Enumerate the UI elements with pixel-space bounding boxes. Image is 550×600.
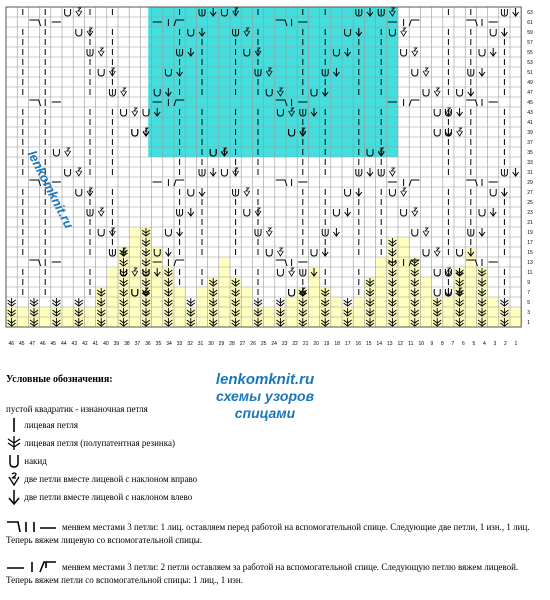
cable-cross xyxy=(466,99,498,106)
yarn-over xyxy=(76,189,82,196)
brand-subtitle-2: спицами xyxy=(234,405,296,421)
col-label: 1 xyxy=(514,341,518,347)
col-label: 2 xyxy=(504,341,507,347)
yarn-over xyxy=(345,189,351,196)
legend-cable-2-text: меняем местами 3 петли: 2 петли оставляем за работой на вспомогательной спице. Следующую петлю вяжем лицевой. Теперь вяжем петли со вспомогательной спицы: 1 лиц., 1 изн. xyxy=(6,562,519,585)
k2tog-left xyxy=(479,68,485,76)
yarn-over xyxy=(434,129,440,136)
row-label: 5 xyxy=(527,300,530,306)
col-label: 41 xyxy=(92,341,99,347)
cyan-region xyxy=(148,7,398,157)
row-label: 59 xyxy=(527,30,533,36)
k2tog-right-icon xyxy=(6,471,22,487)
yarn-over xyxy=(423,249,429,256)
col-label: 26 xyxy=(250,341,256,347)
legend-knit-text: лицевая петля xyxy=(24,420,79,430)
yarn-over xyxy=(289,289,295,296)
cable-left-cross-icon xyxy=(6,519,58,533)
yarn-over xyxy=(132,129,138,136)
k2tog-right xyxy=(412,48,418,56)
k2tog-left xyxy=(501,28,507,36)
col-label: 5 xyxy=(472,341,476,347)
k2tog-right xyxy=(98,208,104,216)
k2tog-left xyxy=(513,8,519,16)
col-label: 15 xyxy=(365,341,372,347)
k2tog-right xyxy=(401,28,407,36)
legend-k2tog-left-text: две петли вместе лицевой с наклоном влево xyxy=(24,492,193,502)
row-label: 9 xyxy=(527,280,530,286)
k2tog-right xyxy=(76,168,82,176)
row-label: 13 xyxy=(527,260,533,266)
k2tog-right xyxy=(121,88,127,96)
half-fisherman-stitch xyxy=(75,298,83,306)
row-label: 15 xyxy=(527,250,533,256)
yarn-over xyxy=(333,209,339,216)
yarn-over xyxy=(434,289,440,296)
col-label: 25 xyxy=(260,341,267,347)
row-label: 61 xyxy=(527,20,533,26)
k2tog-left xyxy=(177,228,183,236)
col-label: 24 xyxy=(271,341,277,347)
col-label: 42 xyxy=(82,341,88,347)
yarn-over xyxy=(401,49,407,56)
k2tog-left xyxy=(333,228,339,236)
yarn-over xyxy=(490,189,496,196)
half-fisherman-stitch xyxy=(187,298,195,306)
legend-knit xyxy=(6,417,78,433)
k2tog-right xyxy=(423,228,429,236)
k2tog-left xyxy=(322,248,328,256)
row-label: 27 xyxy=(527,190,533,196)
yarn-over xyxy=(311,249,317,256)
legend-yo-text: накид xyxy=(24,456,47,466)
yarn-over xyxy=(98,229,104,236)
half-fisherman-stitch-icon xyxy=(6,435,22,451)
half-fisherman-stitch xyxy=(344,298,352,306)
row-label: 25 xyxy=(527,200,533,206)
legend-k2tog-right xyxy=(6,471,197,487)
k2tog-left xyxy=(345,208,351,216)
row-label: 57 xyxy=(527,40,533,46)
col-label: 18 xyxy=(334,341,340,347)
yarn-over xyxy=(98,69,104,76)
cable-cross xyxy=(29,19,61,26)
col-label: 27 xyxy=(239,341,246,347)
legend-title: Условные обозначения: xyxy=(6,374,113,385)
k2tog-right xyxy=(289,268,295,276)
yarn-over xyxy=(457,89,463,96)
col-label: 13 xyxy=(386,341,393,347)
yarn-over xyxy=(389,189,395,196)
yarn-over xyxy=(479,49,485,56)
k2tog-right xyxy=(389,168,395,176)
k2tog-right xyxy=(401,188,407,196)
cable-cross xyxy=(29,259,61,266)
k2tog-left xyxy=(356,188,362,196)
half-fisherman-stitch xyxy=(500,298,508,306)
col-label: 22 xyxy=(292,341,298,347)
legend-cable-1-text: меняем местами 3 петли: 1 лиц. оставляем перед работой на вспомогательной спице. Следующие две петли, 1 изн., 1 лиц. Теперь вяжем лицевую со вспомогательной спицы. xyxy=(6,522,530,545)
k2tog-right xyxy=(434,248,440,256)
brand-subtitle: схемы узоров xyxy=(215,388,315,404)
yarn-over xyxy=(188,189,194,196)
row-label: 39 xyxy=(527,130,533,136)
yarn-over-icon xyxy=(6,453,22,469)
k2tog-left xyxy=(188,208,194,216)
cable-cross xyxy=(388,179,420,186)
half-fisherman-stitch xyxy=(52,298,60,306)
yarn-over xyxy=(434,269,440,276)
brand-site: lenkomknit.ru xyxy=(215,371,315,388)
cable-cross xyxy=(466,179,498,186)
half-fisherman-stitch xyxy=(276,298,284,306)
col-label: 23 xyxy=(281,341,288,347)
col-label: 7 xyxy=(451,341,455,347)
yarn-over xyxy=(412,69,418,76)
col-label: 31 xyxy=(197,341,204,347)
k2tog-left xyxy=(490,48,496,56)
cable-cross xyxy=(276,259,308,266)
row-label: 51 xyxy=(527,70,533,76)
k2tog-right xyxy=(244,188,250,196)
col-label: 39 xyxy=(113,341,120,347)
col-label: 8 xyxy=(440,341,444,347)
row-label: 7 xyxy=(527,290,530,296)
yarn-over xyxy=(143,109,149,116)
legend-cable-1 xyxy=(6,519,546,547)
knit-stitch-icon xyxy=(6,417,22,433)
col-label: 30 xyxy=(208,341,214,347)
yarn-over xyxy=(65,9,71,16)
yarn-over xyxy=(434,109,440,116)
cable-right-cross-icon xyxy=(6,559,58,573)
yarn-over xyxy=(457,249,463,256)
legend-k2tog-left xyxy=(6,489,192,505)
legend-empty-text: пустой квадратик - изнаночная петля xyxy=(6,403,148,414)
col-label: 38 xyxy=(124,341,130,347)
yarn-over xyxy=(277,269,283,276)
col-label: 21 xyxy=(302,341,309,347)
yarn-over xyxy=(76,29,82,36)
col-label: 43 xyxy=(71,341,78,347)
k2tog-left xyxy=(479,228,485,236)
k2tog-right xyxy=(266,228,272,236)
col-label: 37 xyxy=(134,341,141,347)
col-label: 16 xyxy=(355,341,362,347)
row-label: 3 xyxy=(527,310,530,316)
row-label: 29 xyxy=(527,180,533,186)
col-label: 6 xyxy=(461,341,465,347)
col-label: 35 xyxy=(155,341,162,347)
col-label: 45 xyxy=(50,341,57,347)
yarn-over xyxy=(53,149,59,156)
col-label: 34 xyxy=(166,341,172,347)
half-fisherman-stitch xyxy=(30,298,38,306)
legend-knit-half xyxy=(6,435,175,451)
k2tog-left xyxy=(513,168,519,176)
row-label: 37 xyxy=(527,140,533,146)
col-label: 29 xyxy=(218,341,225,347)
yarn-over xyxy=(401,209,407,216)
k2tog-left xyxy=(468,88,474,96)
yarn-over xyxy=(65,169,71,176)
row-label: 11 xyxy=(527,270,533,276)
k2tog-right xyxy=(132,108,138,116)
legend-yo xyxy=(6,453,47,469)
col-label: 9 xyxy=(430,341,434,347)
row-label: 47 xyxy=(527,90,533,96)
row-label: 23 xyxy=(527,210,533,216)
row-label: 45 xyxy=(527,100,533,106)
row-label: 53 xyxy=(527,60,533,66)
k2tog-right xyxy=(76,8,82,16)
k2tog-right xyxy=(277,248,283,256)
yarn-over xyxy=(423,89,429,96)
row-label: 17 xyxy=(527,240,533,246)
k2tog-left-icon xyxy=(6,489,22,505)
k2tog-left xyxy=(165,248,171,256)
col-label: 47 xyxy=(29,341,36,347)
k2tog-left xyxy=(457,108,463,116)
col-label: 14 xyxy=(376,341,383,347)
col-label: 28 xyxy=(229,341,235,347)
yarn-over xyxy=(165,229,171,236)
col-label: 12 xyxy=(397,341,404,347)
cable-cross xyxy=(29,99,61,106)
k2tog-left xyxy=(501,188,507,196)
k2tog-left xyxy=(210,168,216,176)
row-label: 19 xyxy=(527,230,533,236)
row-label: 33 xyxy=(527,160,533,166)
row-label: 49 xyxy=(527,80,533,86)
yarn-over xyxy=(221,169,227,176)
legend-cable-2 xyxy=(6,559,546,587)
k2tog-right xyxy=(434,88,440,96)
col-label: 11 xyxy=(408,341,414,347)
col-label: 45 xyxy=(18,341,25,347)
brand-block xyxy=(190,371,340,422)
yarn-over xyxy=(479,209,485,216)
k2tog-right xyxy=(412,208,418,216)
yarn-over xyxy=(121,109,127,116)
cable-cross xyxy=(276,179,308,186)
yarn-over xyxy=(244,209,250,216)
half-fisherman-stitch xyxy=(254,298,262,306)
row-label: 31 xyxy=(527,170,533,176)
col-label: 3 xyxy=(493,341,497,347)
k2tog-right xyxy=(98,48,104,56)
k2tog-left xyxy=(490,208,496,216)
legend-knit-half-text: лицевая петля (полупатентная резинка) xyxy=(24,438,175,448)
row-label: 63 xyxy=(527,10,533,16)
row-label: 35 xyxy=(527,150,533,156)
row-label: 1 xyxy=(527,320,530,326)
col-label: 20 xyxy=(313,341,319,347)
half-fisherman-stitch xyxy=(8,298,16,306)
col-label: 17 xyxy=(344,341,351,347)
col-label: 46 xyxy=(8,341,15,347)
legend-empty xyxy=(6,403,148,414)
row-label: 41 xyxy=(527,120,533,126)
yarn-over xyxy=(266,249,272,256)
k2tog-right xyxy=(65,148,71,156)
cable-cross xyxy=(153,179,185,186)
row-label: 21 xyxy=(527,220,533,226)
col-label: 44 xyxy=(61,341,67,347)
k2tog-left xyxy=(199,188,205,196)
col-label: 32 xyxy=(187,341,193,347)
row-label: 43 xyxy=(527,110,533,116)
col-label: 36 xyxy=(145,341,151,347)
col-label: 46 xyxy=(40,341,46,347)
row-label: 55 xyxy=(527,50,533,56)
col-label: 33 xyxy=(176,341,183,347)
k2tog-right xyxy=(423,68,429,76)
col-label: 4 xyxy=(483,341,486,347)
k2tog-right xyxy=(457,128,463,136)
watermark: lenkomknit.ru xyxy=(24,148,77,231)
col-label: 40 xyxy=(103,341,109,347)
yarn-over xyxy=(412,229,418,236)
yarn-over xyxy=(490,29,496,36)
legend-k2tog-right-text: две петли вместе лицевой с наклоном вправо xyxy=(24,474,198,484)
col-label: 19 xyxy=(323,341,330,347)
k2tog-left xyxy=(367,168,373,176)
cable-cross xyxy=(466,19,498,26)
col-label: 10 xyxy=(418,341,425,347)
